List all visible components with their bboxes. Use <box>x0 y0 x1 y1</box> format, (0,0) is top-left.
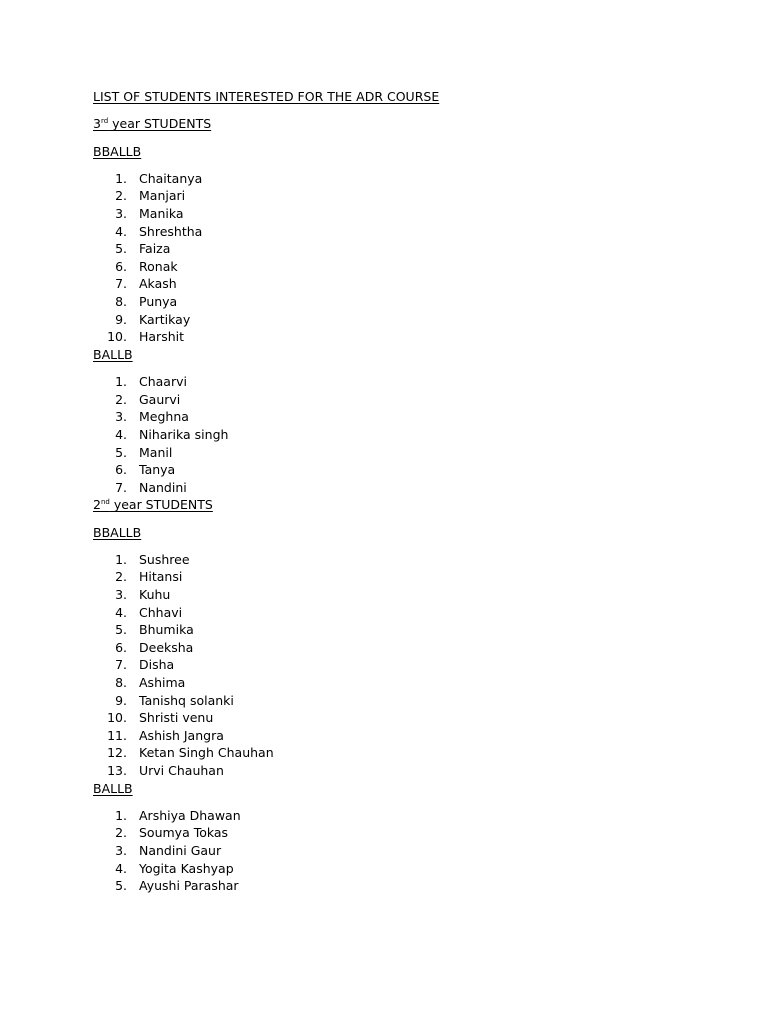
list-item-number: 1. <box>115 807 127 823</box>
list-item <box>93 444 693 462</box>
second-year-ballb-list <box>93 807 693 895</box>
student-name: Faiza <box>139 241 171 257</box>
list-item-number: 3. <box>115 587 127 603</box>
student-name: Deeksha <box>139 639 194 655</box>
second-year-ballb-label: BALLB <box>93 780 133 796</box>
second-year-ordinal-suffix: nd <box>100 498 110 507</box>
list-item <box>93 586 693 604</box>
second-year-heading <box>93 496 693 514</box>
second-year-heading-text: year STUDENTS <box>109 497 213 513</box>
list-item <box>93 692 693 710</box>
list-item-number: 3. <box>115 409 127 425</box>
student-name: Manika <box>139 206 184 222</box>
list-item <box>93 408 693 426</box>
list-item <box>93 568 693 586</box>
list-item-number: 3. <box>115 843 127 859</box>
student-name: Sushree <box>139 551 190 567</box>
student-name: Arshiya Dhawan <box>139 807 241 823</box>
list-item-number: 8. <box>115 294 127 310</box>
list-item <box>93 391 693 409</box>
list-item <box>93 373 693 391</box>
list-item <box>93 275 693 293</box>
student-name: Meghna <box>139 409 189 425</box>
student-name: Tanya <box>139 462 176 478</box>
list-item-number: 1. <box>115 374 127 390</box>
third-year-heading <box>93 115 693 133</box>
list-item-number: 6. <box>115 462 127 478</box>
student-name: Chhavi <box>139 604 183 620</box>
list-item <box>93 240 693 258</box>
student-name: Nandini Gaur <box>139 843 222 859</box>
list-item-number: 7. <box>115 276 127 292</box>
student-name: Manjari <box>139 188 186 204</box>
list-item <box>93 709 693 727</box>
list-item-number: 11. <box>107 727 127 743</box>
list-item-number: 9. <box>115 692 127 708</box>
list-item <box>93 674 693 692</box>
student-name: Ayushi Parashar <box>139 878 239 894</box>
list-item-number: 5. <box>115 444 127 460</box>
student-name: Gaurvi <box>139 391 181 407</box>
list-item-number: 8. <box>115 675 127 691</box>
list-item <box>93 551 693 569</box>
student-name: Kuhu <box>139 587 171 603</box>
list-item <box>93 656 693 674</box>
list-item-number: 4. <box>115 426 127 442</box>
student-name: Shreshtha <box>139 223 203 239</box>
student-name: Chaitanya <box>139 170 203 186</box>
document-page <box>93 88 693 895</box>
list-item <box>93 744 693 762</box>
student-name: Ashish Jangra <box>139 727 224 743</box>
list-item-number: 6. <box>115 258 127 274</box>
list-item-number: 5. <box>115 878 127 894</box>
student-name: Disha <box>139 657 175 673</box>
second-year-bballb-label: BBALLB <box>93 524 142 540</box>
list-item-number: 3. <box>115 206 127 222</box>
student-name: Punya <box>139 294 178 310</box>
list-item-number: 13. <box>107 763 127 778</box>
third-year-bballb-list <box>93 170 693 346</box>
student-name: Ashima <box>139 675 186 691</box>
list-item <box>93 727 693 745</box>
student-name: Ketan Singh Chauhan <box>139 745 274 761</box>
student-name: Shristi venu <box>139 710 214 726</box>
second-year-number: 2 <box>93 497 101 513</box>
list-item <box>93 461 693 479</box>
third-year-ballb-list <box>93 373 693 496</box>
list-item <box>93 258 693 276</box>
list-item <box>93 170 693 188</box>
student-name: Harshit <box>139 329 185 345</box>
third-year-heading-text: year STUDENTS <box>108 116 212 132</box>
list-item-number: 2. <box>115 391 127 407</box>
list-item-number: 7. <box>115 479 127 495</box>
list-item <box>93 426 693 444</box>
list-item <box>93 807 693 825</box>
student-name: Ronak <box>139 258 178 274</box>
list-item-number: 4. <box>115 223 127 239</box>
student-name: Akash <box>139 276 177 292</box>
list-item-number: 5. <box>115 241 127 257</box>
list-item-number: 2. <box>115 569 127 585</box>
list-item <box>93 223 693 241</box>
list-item <box>93 639 693 657</box>
student-name: Manil <box>139 444 173 460</box>
list-item-number: 7. <box>115 657 127 673</box>
second-year-bballb-list <box>93 551 693 780</box>
document-title: LIST OF STUDENTS INTERESTED FOR THE ADR COURSE <box>93 89 440 104</box>
list-item <box>93 621 693 639</box>
student-name: Urvi Chauhan <box>139 763 224 778</box>
list-item-number: 2. <box>115 188 127 204</box>
list-item-number: 9. <box>115 311 127 327</box>
student-name: Tanishq solanki <box>139 692 234 708</box>
list-item-number: 10. <box>107 710 127 726</box>
third-year-number: 3 <box>93 116 101 132</box>
list-item-number: 10. <box>107 329 127 345</box>
list-item <box>93 328 693 346</box>
list-item-number: 6. <box>115 639 127 655</box>
list-item <box>93 877 693 895</box>
third-year-ballb-label: BALLB <box>93 346 133 362</box>
list-item-number: 4. <box>115 604 127 620</box>
student-name: Kartikay <box>139 311 191 327</box>
list-item <box>93 479 693 497</box>
list-item-number: 1. <box>115 551 127 567</box>
list-item-number: 4. <box>115 860 127 876</box>
student-name: Chaarvi <box>139 374 187 390</box>
student-name: Soumya Tokas <box>139 825 229 841</box>
list-item <box>93 860 693 878</box>
list-item <box>93 187 693 205</box>
list-item <box>93 205 693 223</box>
student-name: Niharika singh <box>139 426 229 442</box>
third-year-bballb-label: BBALLB <box>93 143 142 159</box>
list-item-number: 12. <box>107 745 127 761</box>
list-item <box>93 842 693 860</box>
list-item <box>93 824 693 842</box>
list-item <box>93 604 693 622</box>
list-item <box>93 762 693 780</box>
list-item-number: 1. <box>115 170 127 186</box>
student-name: Hitansi <box>139 569 183 585</box>
student-name: Bhumika <box>139 622 194 638</box>
list-item <box>93 311 693 329</box>
list-item-number: 2. <box>115 825 127 841</box>
third-year-ordinal-suffix: rd <box>100 117 109 126</box>
list-item-number: 5. <box>115 622 127 638</box>
list-item <box>93 293 693 311</box>
student-name: Yogita Kashyap <box>139 860 234 876</box>
student-name: Nandini <box>139 479 187 495</box>
